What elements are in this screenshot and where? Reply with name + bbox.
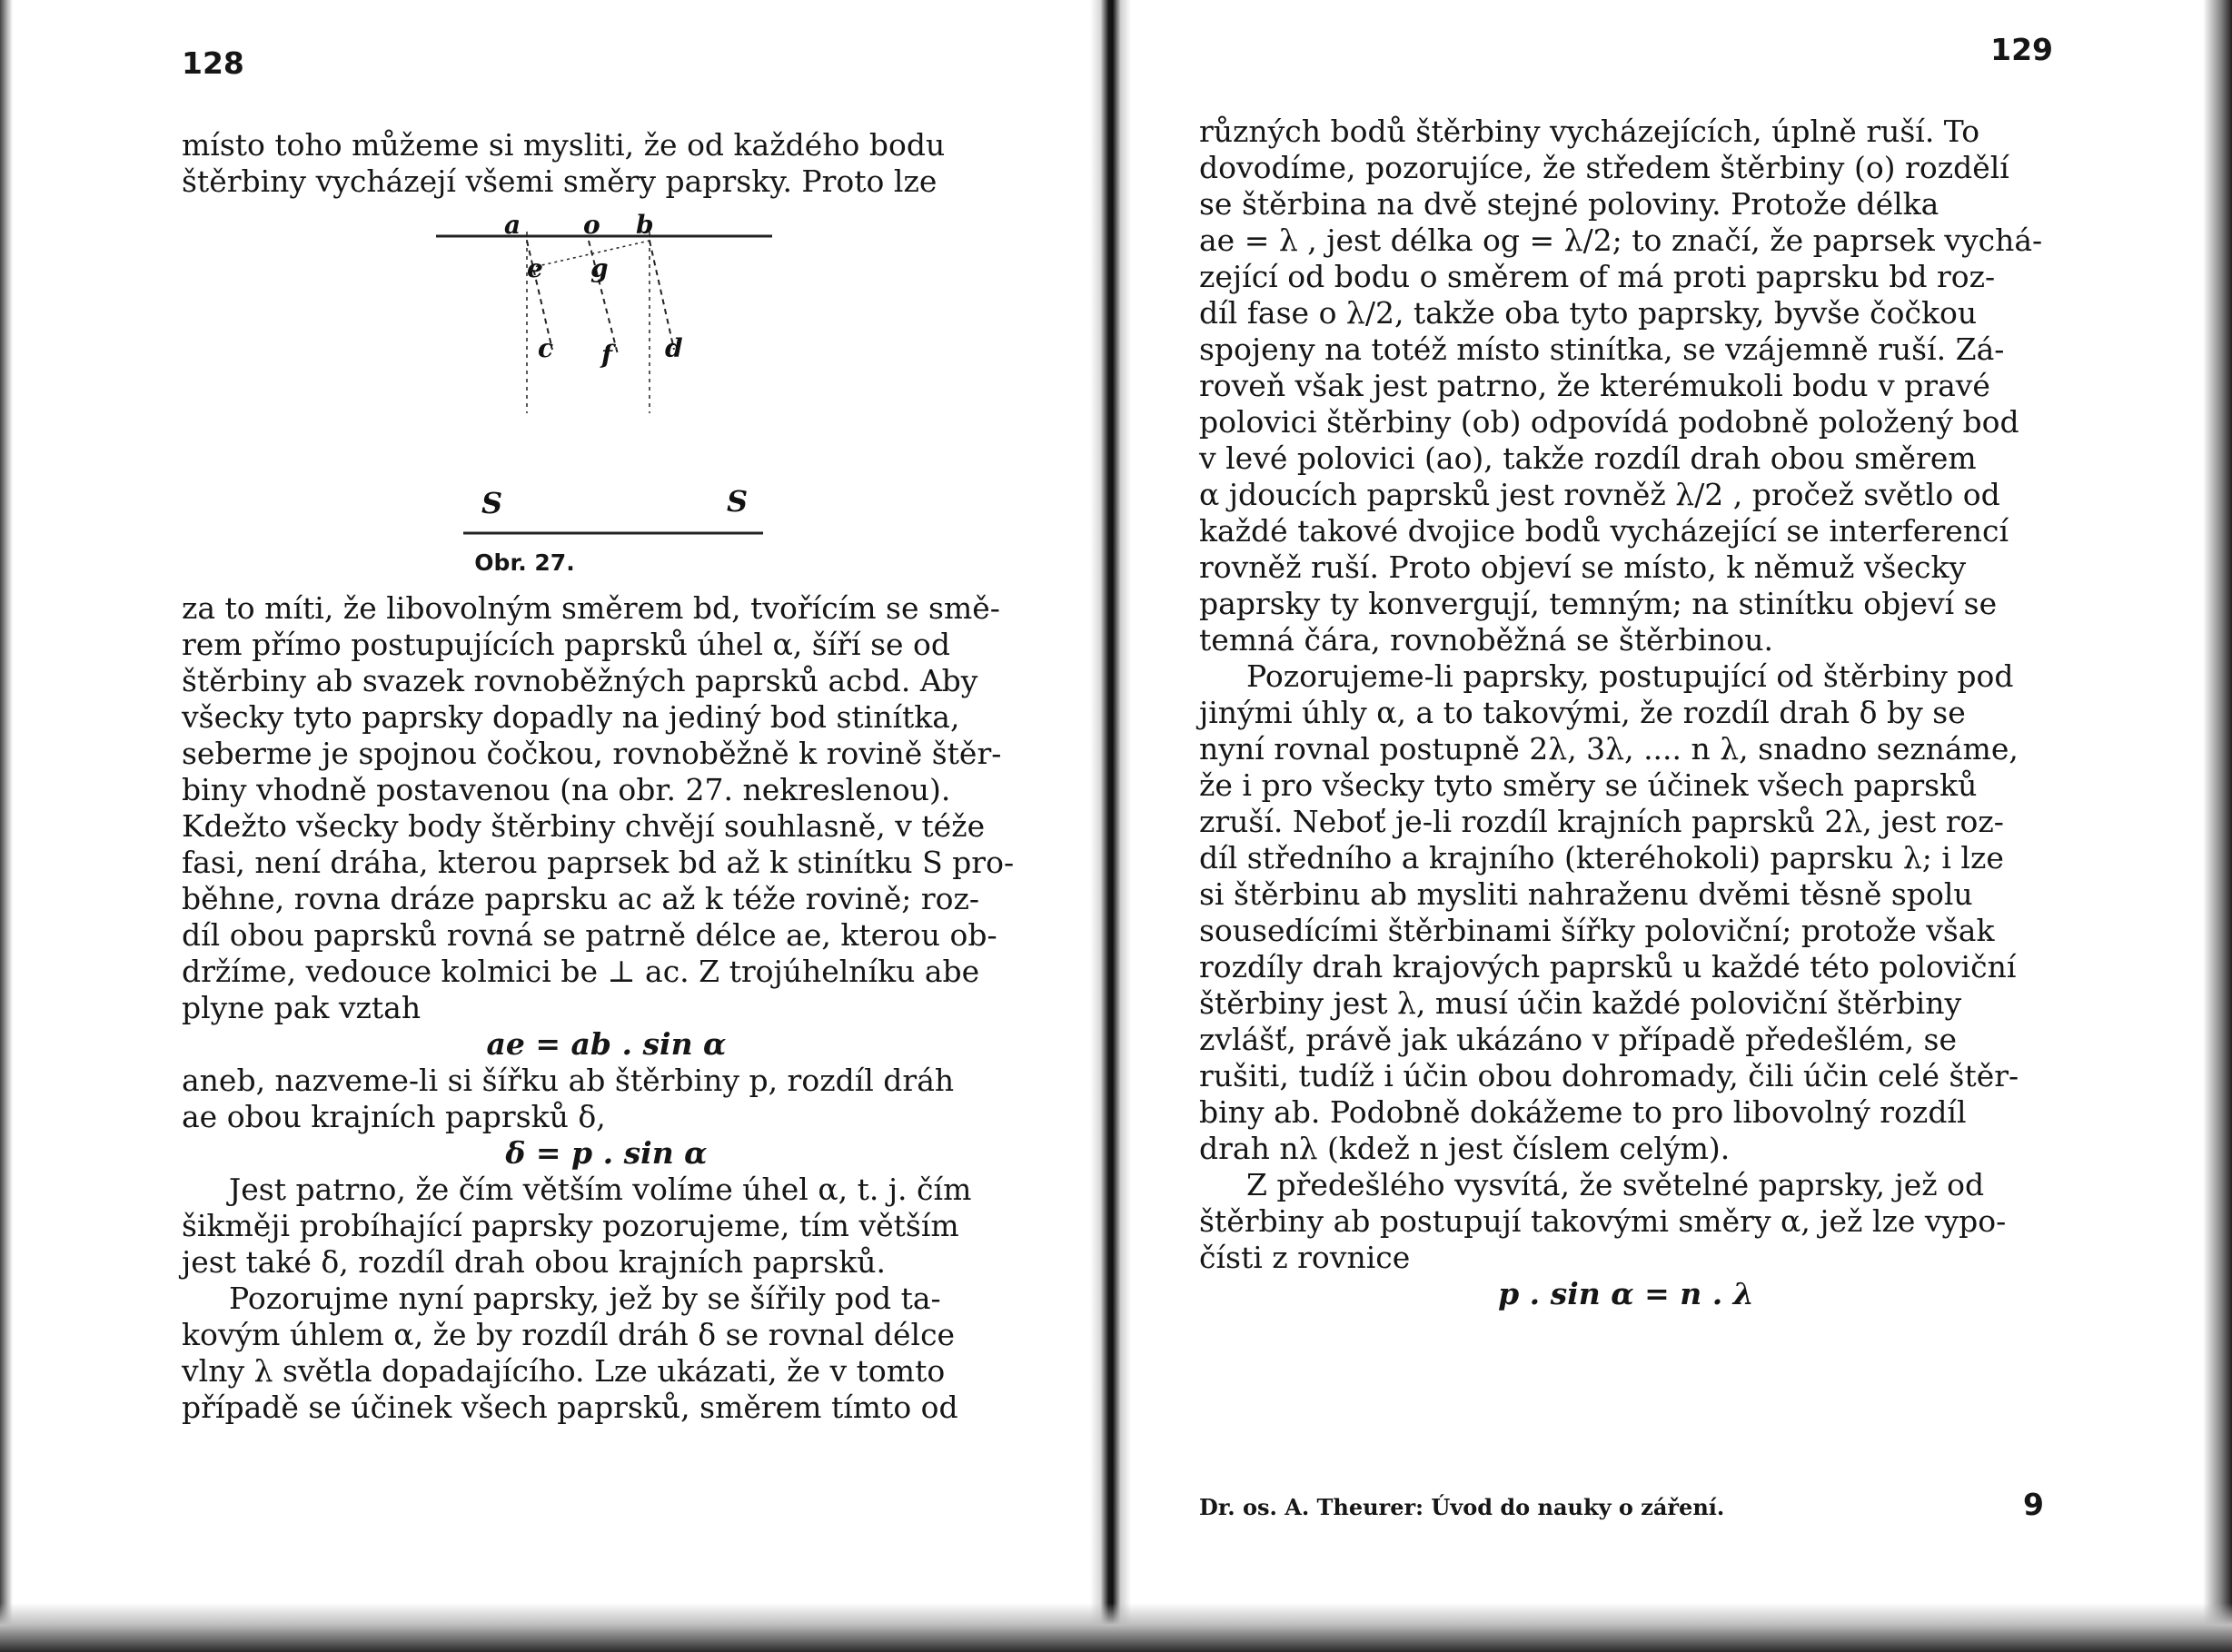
label-c: c bbox=[538, 333, 554, 363]
text-line: Z předešlého vysvítá, že světelné paprsky, jež od bbox=[1246, 1167, 1985, 1202]
text-line: rušiti, tudíž i účin obou dohromady, čili účin celé štěr- bbox=[1199, 1058, 2019, 1093]
text-line: díl středního a krajního (kteréhokoli) paprsku λ; i lze bbox=[1199, 840, 2004, 875]
formula-grating: p . sin α = n . λ bbox=[1498, 1276, 1754, 1311]
footer-book-title: Dr. os. A. Theurer: Úvod do nauky o záření. bbox=[1199, 1494, 1725, 1520]
text-line: jinými úhly α, a to takovými, že rozdíl drah δ by se bbox=[1199, 695, 1966, 730]
page-number-left: 128 bbox=[182, 45, 244, 81]
left-body bbox=[182, 590, 1031, 1426]
text-line: aneb, nazveme-li si šířku ab štěrbiny p, rozdíl dráh bbox=[182, 1063, 955, 1098]
text-line: případě se účinek všech paprsků, směrem tímto od bbox=[182, 1390, 958, 1425]
label-a: a bbox=[504, 210, 521, 240]
text-line: Jest patrno, že čím větším volíme úhel α, t. j. čím bbox=[229, 1172, 972, 1207]
text-line: zvlášť, právě jak ukázáno v případě předešlém, se bbox=[1199, 1022, 1958, 1057]
text-line: sousedícími štěrbinami šířky poloviční; protože však bbox=[1199, 913, 1995, 948]
label-screen-right: S bbox=[727, 484, 749, 519]
text-line: dovodíme, pozorujíce, že středem štěrbiny (o) rozdělí bbox=[1199, 150, 2009, 185]
formula-delta: δ = p . sin α bbox=[505, 1135, 708, 1171]
label-f: f bbox=[601, 340, 613, 370]
text-line: zruší. Neboť je-li rozdíl krajních paprsků 2λ, jest roz- bbox=[1199, 804, 2004, 839]
right-body bbox=[1199, 114, 2053, 1312]
text-line: díl fase o λ/2, takže oba tyto paprsky, byvše čočkou bbox=[1199, 295, 1978, 331]
text-line: drah nλ (kdež n jest číslem celým). bbox=[1199, 1131, 1731, 1166]
label-screen-left: S bbox=[481, 486, 503, 520]
text-line: polovici štěrbiny (ob) odpovídá podobně položený bod bbox=[1199, 404, 2019, 440]
text-line: díl obou paprsků rovná se patrně délce ae, kterou ob- bbox=[182, 917, 997, 953]
text-line: fasi, není dráha, kterou paprsek bd až k stinítku S pro- bbox=[182, 845, 1015, 880]
text-line: Kdežto všecky body štěrbiny chvějí souhlasně, v téže bbox=[182, 808, 986, 844]
text-line: seberme je spojnou čočkou, rovnoběžně k rovině štěr- bbox=[182, 736, 1002, 771]
text-line: nyní rovnal postupně 2λ, 3λ, .... n λ, snadno seznáme, bbox=[1199, 731, 2019, 767]
text-line: čísti z rovnice bbox=[1199, 1240, 1411, 1275]
label-e: e bbox=[527, 253, 543, 283]
text-line: kovým úhlem α, že by rozdíl dráh δ se rovnal délce bbox=[182, 1317, 956, 1352]
text-line: za to míti, že libovolným směrem bd, tvořícím se smě- bbox=[182, 590, 1000, 626]
text-line: každé takové dvojice bodů vycházející se interferencí bbox=[1199, 513, 2009, 549]
text-line: místo toho můžeme si mysliti, že od každého bodu bbox=[182, 127, 946, 163]
left-top-lines bbox=[182, 127, 1031, 200]
diffraction-figure bbox=[427, 204, 972, 540]
text-line: plyne pak vztah bbox=[182, 990, 422, 1025]
page-edge-left bbox=[0, 0, 13, 1652]
text-line: ae = λ , jest délka og = λ/2; to značí, že paprsek vychá- bbox=[1199, 223, 2043, 258]
left-page bbox=[182, 45, 1031, 1589]
text-line: temná čára, rovnoběžná se štěrbinou. bbox=[1199, 622, 1773, 658]
text-line: šikměji probíhající paprsky pozorujeme, tím větším bbox=[182, 1208, 959, 1243]
text-line: spojeny na totéž místo stinítka, se vzájemně ruší. Zá- bbox=[1199, 331, 2005, 367]
page-footer bbox=[1199, 1487, 2053, 1522]
text-line: roveň však jest patrno, že kterémukoli bodu v pravé bbox=[1199, 368, 1990, 403]
text-line: všecky tyto paprsky dopadly na jediný bod stinítka, bbox=[182, 699, 960, 735]
page-edge-bottom bbox=[0, 1603, 2232, 1652]
text-line: štěrbiny jest λ, musí účin každé poloviční štěrbiny bbox=[1199, 985, 1962, 1021]
text-line: Pozorujeme-li paprsky, postupující od štěrbiny pod bbox=[1246, 658, 2014, 694]
label-b: b bbox=[636, 210, 654, 240]
text-line: že i pro všecky tyto směry se účinek všech paprsků bbox=[1199, 767, 1978, 803]
label-g: g bbox=[590, 253, 609, 283]
text-line: v levé polovici (ao), takže rozdíl drah obou směrem bbox=[1199, 440, 1977, 476]
text-line: rem přímo postupujících paprsků úhel α, šíří se od bbox=[182, 627, 951, 662]
text-line: si štěrbinu ab mysliti nahraženu dvěmi těsně spolu bbox=[1199, 876, 1973, 912]
signature-number: 9 bbox=[2023, 1487, 2044, 1522]
label-o: o bbox=[583, 210, 600, 240]
text-line: paprsky ty konvergují, temným; na stinítku objeví se bbox=[1199, 586, 1998, 621]
book-gutter bbox=[1090, 0, 1131, 1652]
text-line: rozdíly drah krajových paprsků u každé této poloviční bbox=[1199, 949, 2017, 984]
text-line: biny vhodně postavenou (na obr. 27. nekreslenou). bbox=[182, 772, 951, 807]
text-line: štěrbiny ab svazek rovnoběžných paprsků acbd. Aby bbox=[182, 663, 978, 698]
text-line: zející od bodu o směrem of má proti paprsku bd roz- bbox=[1199, 259, 1996, 294]
text-line: štěrbiny ab postupují takovými směry α, jež lze vypo- bbox=[1199, 1203, 2007, 1239]
right-page bbox=[1199, 32, 2053, 1594]
text-line: Pozorujme nyní paprsky, jež by se šířily pod ta- bbox=[229, 1281, 941, 1316]
text-line: štěrbiny vycházejí všemi směry paprsky. Proto lze bbox=[182, 163, 937, 199]
text-line: vlny λ světla dopadajícího. Lze ukázati, že v tomto bbox=[182, 1353, 946, 1389]
text-line: různých bodů štěrbiny vycházejících, úplně ruší. To bbox=[1199, 114, 1980, 149]
text-line: biny ab. Podobně dokážeme to pro libovolný rozdíl bbox=[1199, 1094, 1967, 1130]
label-d: d bbox=[665, 333, 683, 363]
page-number-right: 129 bbox=[1990, 32, 2053, 67]
text-line: držíme, vedouce kolmici be ⊥ ac. Z trojúhelníku abe bbox=[182, 954, 980, 989]
text-line: ae obou krajních paprsků δ, bbox=[182, 1099, 606, 1134]
figure-caption: Obr. 27. bbox=[474, 549, 575, 576]
text-line: běhne, rovna dráze paprsku ac až k téže rovině; roz- bbox=[182, 881, 980, 916]
text-line: jest také δ, rozdíl drah obou krajních paprsků. bbox=[182, 1244, 887, 1280]
formula-ae: ae = ab . sin α bbox=[486, 1026, 727, 1062]
page-edge-right bbox=[2203, 0, 2232, 1652]
text-line: α jdoucích paprsků jest rovněž λ/2 , pročež světlo od bbox=[1199, 477, 2000, 512]
text-line: rovněž ruší. Proto objeví se místo, k němuž všecky bbox=[1199, 549, 1967, 585]
text-line: se štěrbina na dvě stejné poloviny. Protože délka bbox=[1199, 186, 1939, 222]
